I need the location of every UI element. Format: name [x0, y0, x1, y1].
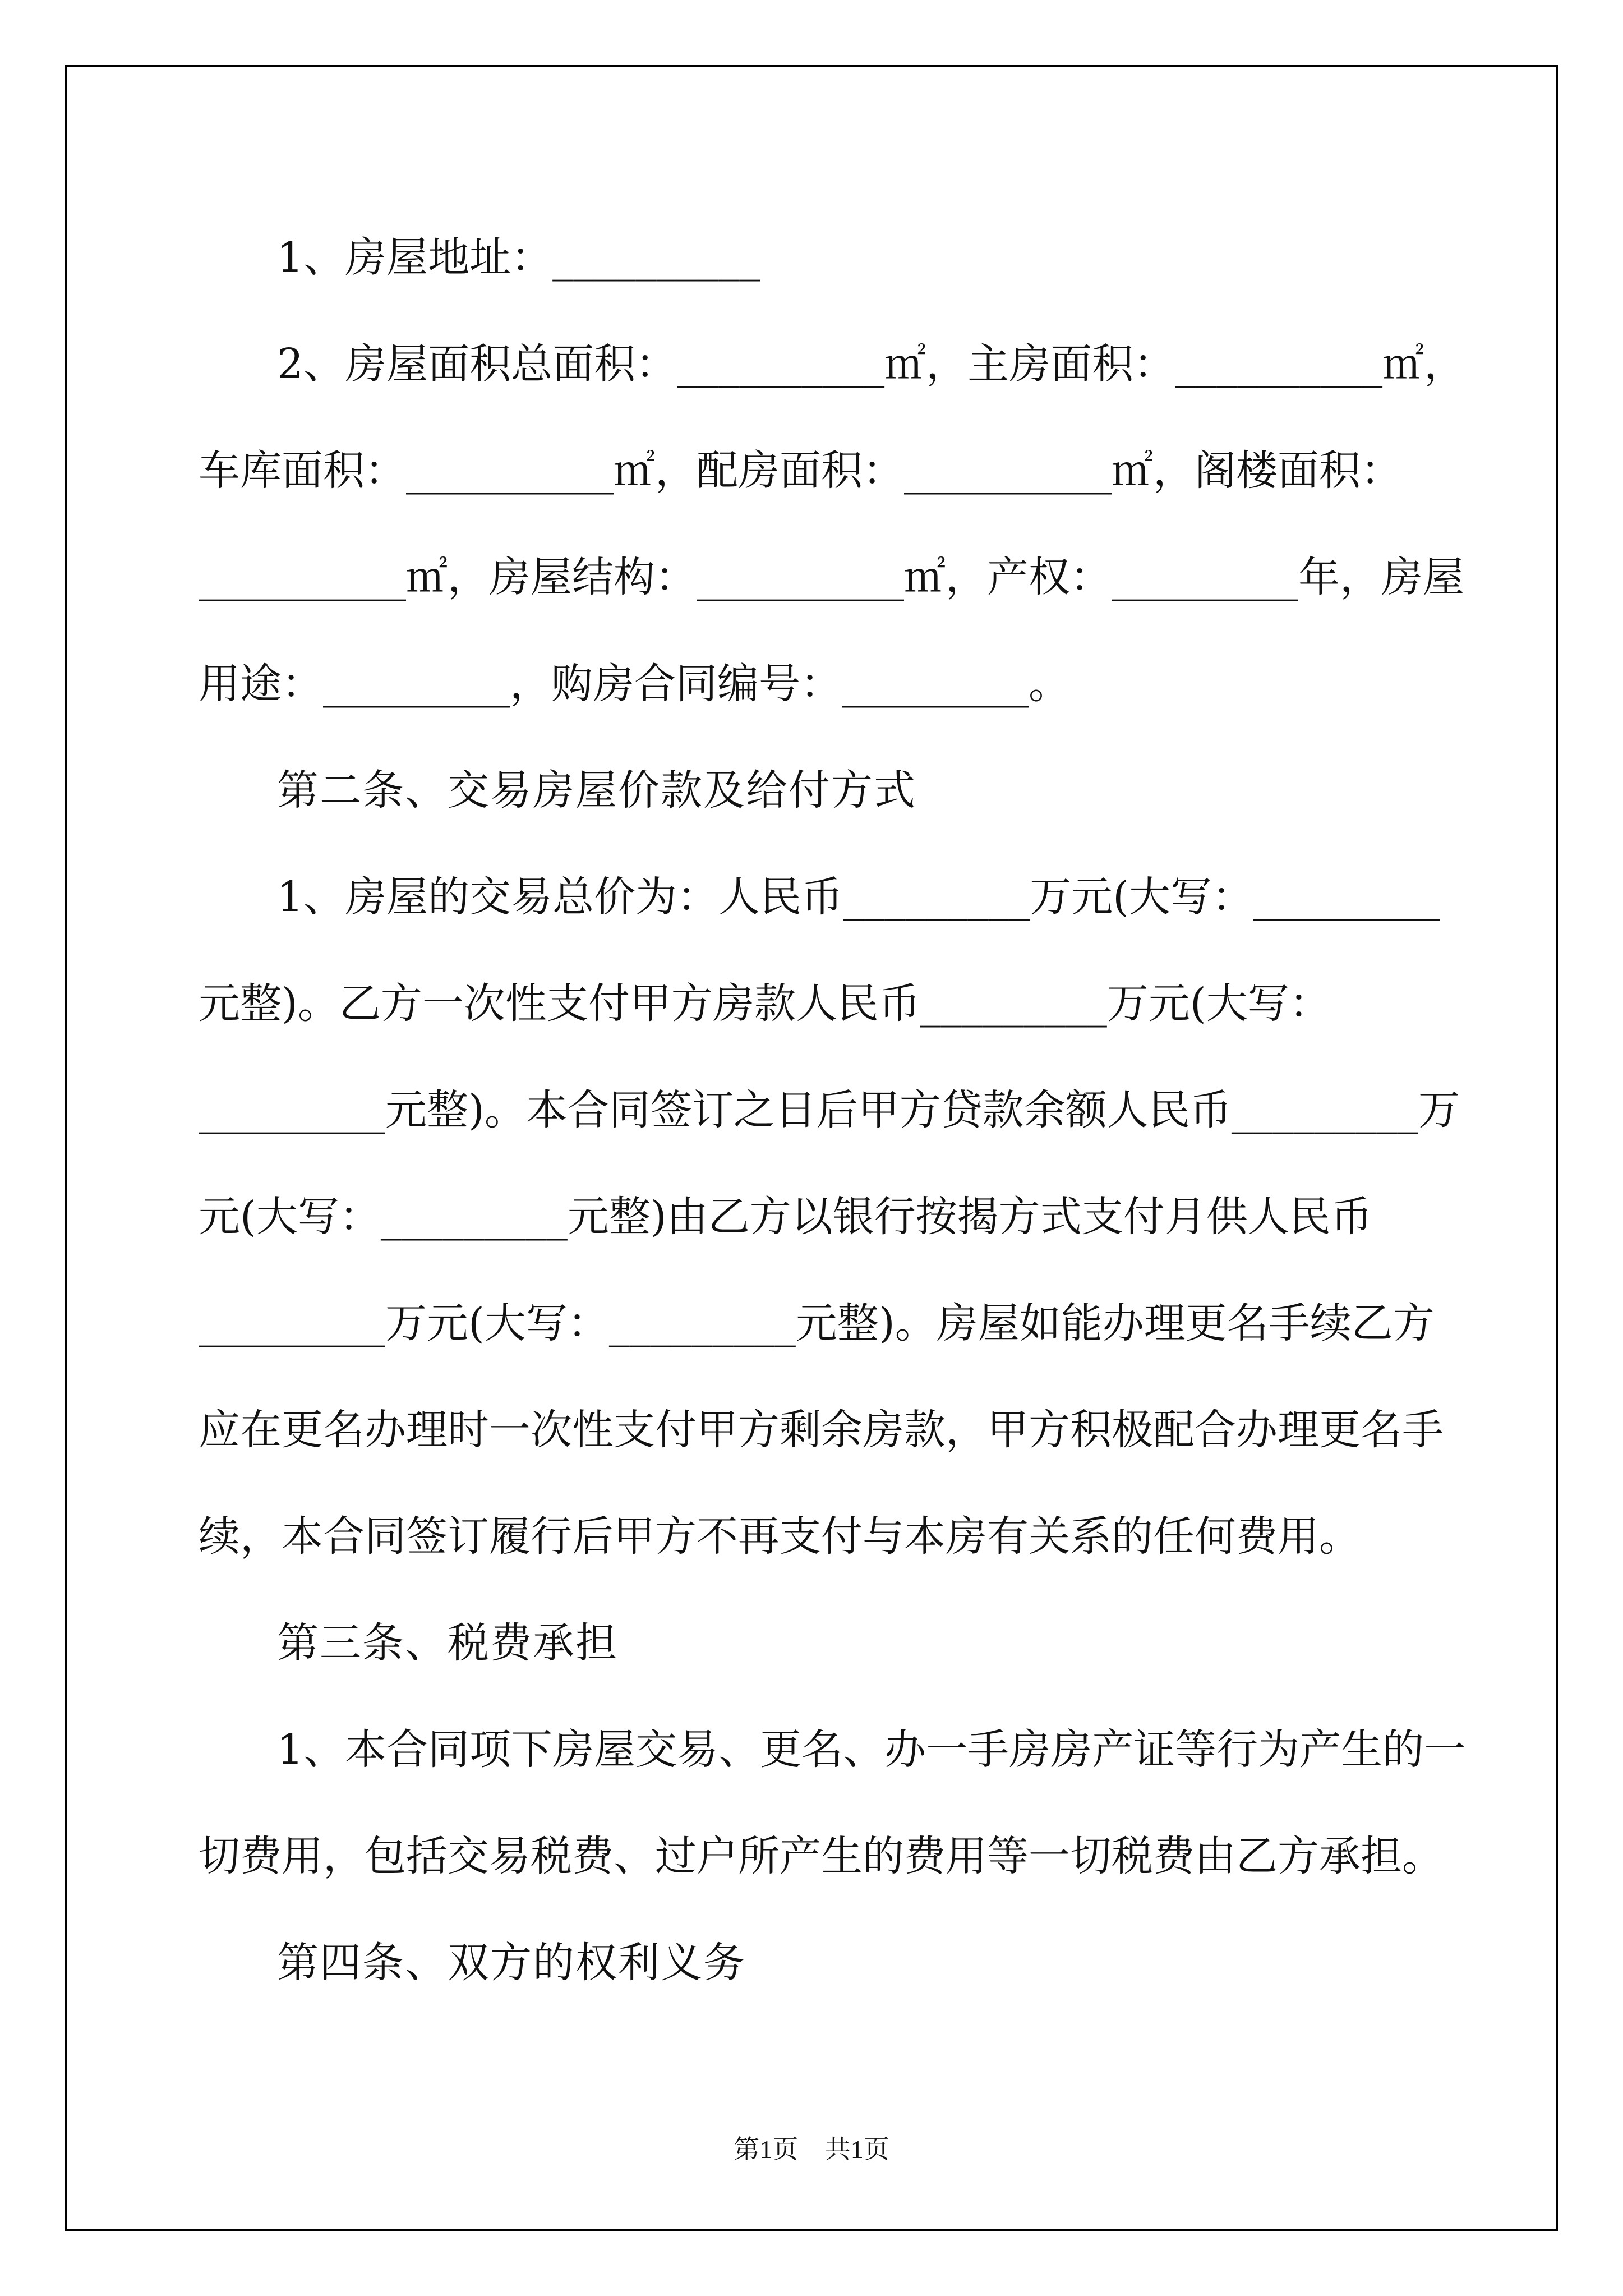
- clause-price-line-4: 元(大写：_________元整)由乙方以银行按揭方式支付月供人民币: [199, 1193, 1372, 1241]
- clause-house-address: 1、房屋地址：__________: [277, 233, 760, 282]
- clause-house-area-line-3: __________㎡，房屋结构：__________㎡，产权：_________年，房屋: [199, 553, 1464, 601]
- article-2-heading: 第二条、交易房屋价款及给付方式: [277, 766, 916, 815]
- clause-price-line-3: _________元整)。本合同签订之日后甲方贷款余额人民币_________万: [199, 1086, 1460, 1134]
- clause-house-area-line-4: 用途：_________，购房合同编号：_________。: [199, 660, 1070, 708]
- article-4-heading: 第四条、双方的权利义务: [277, 1939, 746, 1987]
- clause-house-area-line-1: 2、房屋面积总面积：__________㎡，主房面积：__________㎡，: [277, 340, 1466, 388]
- page-footer: [0, 2129, 1623, 2166]
- page-total: 共1页: [824, 2135, 889, 2164]
- clause-price-line-7: 续，本合同签订履行后甲方不再支付与本房有关系的任何费用。: [199, 1512, 1361, 1561]
- clause-price-line-5: _________万元(大写：_________元整)。房屋如能办理更名手续乙方: [199, 1299, 1435, 1347]
- clause-tax-line-1: 1、本合同项下房屋交易、更名、办一手房房产证等行为产生的一: [277, 1726, 1466, 1774]
- clause-house-area-line-2: 车库面积：__________㎡，配房面积：__________㎡，阁楼面积：: [199, 447, 1402, 495]
- page-number: 第1页: [734, 2135, 799, 2164]
- clause-price-line-2: 元整)。乙方一次性支付甲方房款人民币_________万元(大写：: [199, 979, 1331, 1028]
- article-3-heading: 第三条、税费承担: [277, 1619, 618, 1667]
- clause-price-line-1: 1、房屋的交易总价为：人民币_________万元(大写：_________: [277, 873, 1440, 921]
- clause-tax-line-2: 切费用，包括交易税费、过户所产生的费用等一切税费由乙方承担。: [199, 1832, 1444, 1880]
- clause-price-line-6: 应在更名办理时一次性支付甲方剩余房款，甲方积极配合办理更名手: [199, 1406, 1444, 1454]
